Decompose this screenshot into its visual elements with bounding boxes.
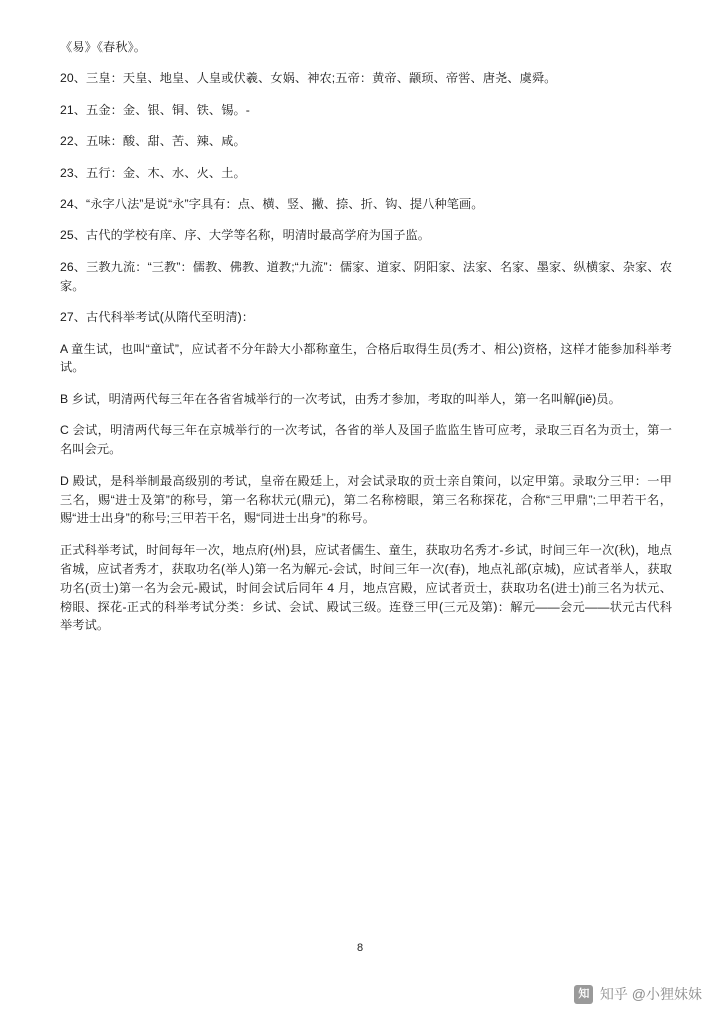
paragraph: 27、古代科举考试(从隋代至明清)： — [60, 310, 255, 325]
paragraph: 20、三皇：天皇、地皇、人皇或伏羲、女娲、神农;五帝：黄帝、颛顼、帝喾、唐尧、虞舜。 — [60, 71, 557, 86]
paragraph: 正式科举考试，时间每年一次，地点府(州)县，应试者儒生、童生，获取功名秀才-乡试，时间三年一次(秋)，地点省城，应试者秀才，获取功名(举人)第一名为解元-会试，时间三年一次(春)，地点礼部(京城)，应试者举人，获取功名(贡士)第一名为会元-殿试，时间会试后同年 4 月，地点宫殿，应试者贡士，获取功名(进士)前三名为状元、榜眼、探花-正式的科举考试分类：乡试、会试、殿试三级。连登三甲(三元及第)：解元——会元——状元古代科举考试。 — [60, 542, 672, 633]
page-number: 8 — [356, 942, 364, 954]
paragraph: 24、“永字八法”是说“永”字具有：点、横、竖、撇、捺、折、钩、提八种笔画。 — [60, 197, 484, 212]
zhihu-logo-icon: 知乎 — [574, 985, 593, 1004]
paragraph: C 会试，明清两代每三年在京城举行的一次考试，各省的举人及国子监监生皆可应考，录取三百名为贡士，第一名叫会元。 — [60, 423, 672, 457]
paragraph: D 殿试，是科举制最高级别的考试，皇帝在殿廷上，对会试录取的贡士亲自策问，以定甲第。录取分三甲：一甲三名，赐“进士及第”的称号，第一名称状元(鼎元)，第二名称榜眼，第三名称探花，合称“三甲鼎”;二甲若干名，赐“进士出身”的称号;三甲若干名，赐“同进士出身”的称号。 — [60, 473, 672, 526]
paragraph: 《易》《春秋》。 — [60, 40, 147, 54]
paragraph: 22、五味：酸、甜、苦、辣、咸。 — [60, 134, 246, 149]
document-body — [60, 38, 672, 635]
paragraph: 26、三教九流：“三教”：儒教、佛教、道教;“九流”：儒家、道家、阴阳家、法家、名家、墨家、纵横家、杂家、农家。 — [60, 259, 672, 293]
paragraph: A 童生试，也叫“童试”，应试者不分年龄大小都称童生，合格后取得生员(秀才、相公)资格，这样才能参加科举考试。 — [60, 341, 672, 375]
paragraph: B 乡试，明清两代每三年在各省省城举行的一次考试，由秀才参加，考取的叫举人，第一名叫解(jiě)员。 — [60, 391, 621, 406]
paragraph: 25、古代的学校有庠、序、大学等名称，明清时最高学府为国子监。 — [60, 228, 431, 243]
watermark-label: 知乎 @小狸妹妹 — [599, 986, 702, 1002]
paragraph: 23、五行：金、木、水、火、土。 — [60, 165, 246, 180]
paragraph: 21、五金：金、银、铜、铁、锡。- — [60, 102, 250, 117]
watermark — [574, 984, 702, 1019]
